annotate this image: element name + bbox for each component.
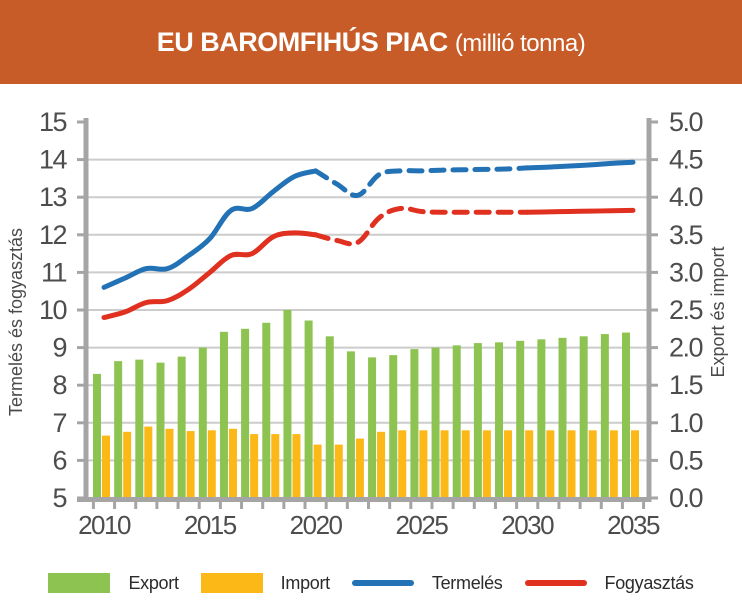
svg-text:4.5: 4.5: [669, 144, 703, 175]
svg-text:4.0: 4.0: [669, 182, 703, 213]
svg-text:0.5: 0.5: [669, 445, 703, 476]
svg-text:6: 6: [52, 445, 66, 476]
fogyasztas-swatch-icon: [525, 580, 587, 586]
svg-text:2030: 2030: [501, 510, 554, 540]
legend-item-termeles: [352, 573, 503, 594]
export-swatch-icon: [48, 573, 110, 593]
svg-text:14: 14: [38, 144, 66, 175]
legend-label-export: Export: [128, 572, 179, 593]
svg-text:15: 15: [38, 107, 66, 137]
termeles-line: [104, 162, 633, 287]
legend-item-export: [48, 573, 178, 594]
legend-label-termeles: Termelés: [431, 572, 503, 593]
svg-text:3.0: 3.0: [669, 257, 703, 288]
svg-text:1.0: 1.0: [669, 407, 703, 438]
legend-label-import: Import: [280, 572, 330, 593]
svg-text:0.0: 0.0: [669, 483, 703, 513]
svg-text:1.5: 1.5: [669, 370, 703, 401]
legend-item-import: [201, 573, 330, 594]
svg-text:3.5: 3.5: [669, 219, 703, 250]
legend-label-fogyasztas: Fogyasztás: [604, 572, 694, 593]
legend-item-fogyasztas: [525, 573, 694, 594]
chart-header: [0, 0, 742, 84]
svg-text:11: 11: [40, 257, 66, 288]
legend: [0, 555, 742, 611]
title-main: EU BAROMFIHÚS PIAC: [156, 26, 448, 57]
svg-text:9: 9: [52, 332, 66, 363]
svg-text:5: 5: [52, 483, 66, 513]
svg-text:2035: 2035: [607, 510, 659, 540]
svg-text:2025: 2025: [395, 510, 448, 540]
svg-text:2020: 2020: [289, 510, 342, 540]
svg-text:2015: 2015: [183, 510, 236, 540]
svg-text:10: 10: [38, 295, 66, 325]
left-axis-title: Termelés és fogyasztás: [6, 227, 26, 417]
svg-text:8: 8: [52, 370, 66, 401]
right-axis-title: Export és import: [708, 246, 728, 378]
title-subtitle: (millió tonna): [454, 29, 586, 57]
svg-text:2010: 2010: [78, 510, 130, 540]
page-title: [157, 27, 585, 58]
svg-text:2.0: 2.0: [669, 332, 703, 363]
import-swatch-icon: [201, 573, 263, 593]
svg-text:2.5: 2.5: [669, 295, 703, 325]
svg-text:13: 13: [38, 182, 66, 213]
svg-text:5.0: 5.0: [669, 107, 703, 137]
termeles-swatch-icon: [352, 580, 414, 586]
svg-text:12: 12: [38, 219, 66, 250]
fogyasztas-line: [104, 208, 633, 317]
chart-canvas: [0, 84, 742, 555]
svg-text:7: 7: [52, 407, 66, 438]
